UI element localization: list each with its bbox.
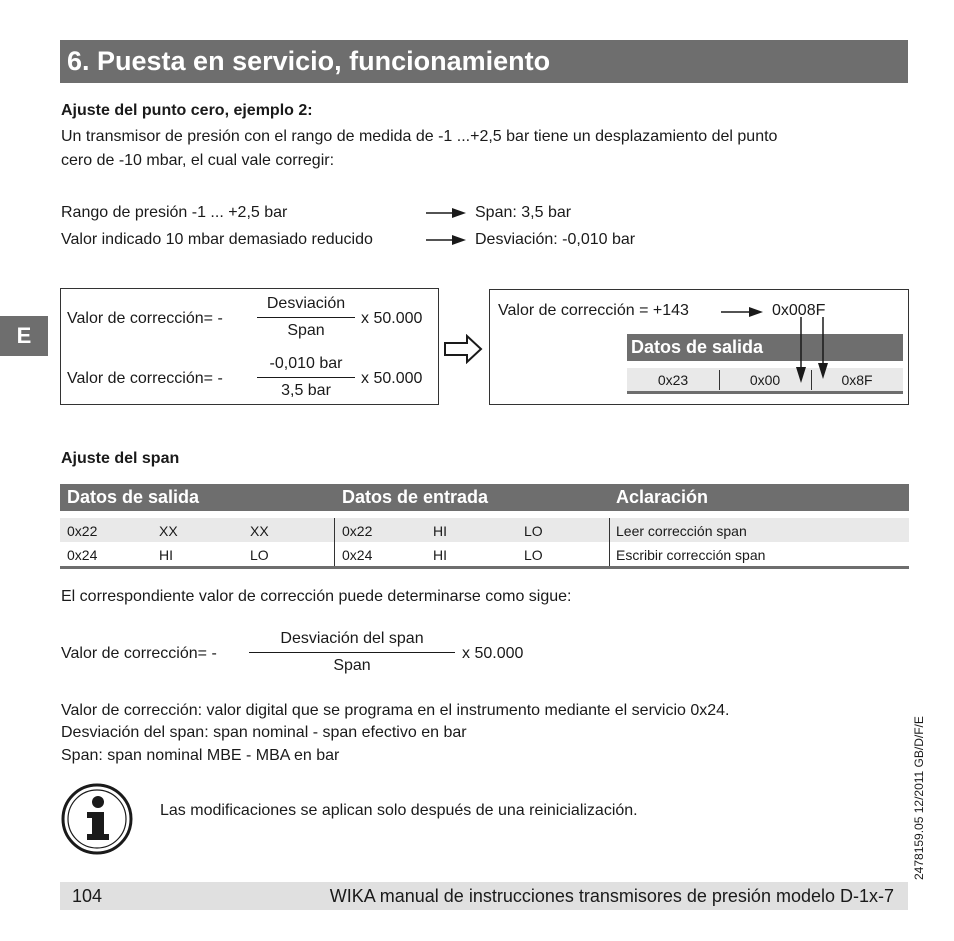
span-table-header bbox=[60, 484, 909, 511]
arrow-right-icon bbox=[426, 206, 466, 220]
formula1-fraction bbox=[257, 294, 355, 341]
output-data-header: Datos de salida bbox=[627, 334, 903, 361]
formula2-multiplier: x 50.000 bbox=[361, 370, 423, 387]
span-formula-denominator: Span bbox=[333, 657, 371, 674]
table-cell: 0x24 bbox=[67, 547, 98, 563]
table-cell: LO bbox=[524, 547, 543, 563]
hollow-arrow-icon bbox=[443, 334, 483, 364]
table-cell: LO bbox=[524, 523, 543, 539]
table-cell: HI bbox=[433, 523, 447, 539]
correction-value-text: Valor de corrección = +143 bbox=[498, 302, 689, 319]
header-output: Datos de salida bbox=[67, 487, 200, 507]
language-tab: E bbox=[0, 316, 48, 356]
table-row bbox=[60, 518, 909, 542]
formula1-numerator: Desviación bbox=[266, 295, 346, 312]
section-title: 6. Puesta en servicio, funcionamiento bbox=[60, 40, 908, 83]
indicated-value-text: Valor indicado 10 mbar demasiado reducido bbox=[61, 231, 373, 248]
definition-span: Span: span nominal MBE - MBA en bar bbox=[61, 747, 340, 764]
note-text: Las modificaciones se aplican solo después de una reinicialización. bbox=[160, 802, 638, 819]
output-data-row bbox=[627, 368, 903, 394]
formula1-denominator: Span bbox=[287, 322, 325, 339]
zero-example-heading: Ajuste del punto cero, ejemplo 2: bbox=[61, 102, 313, 119]
pressure-range-text: Rango de presión -1 ... +2,5 bar bbox=[61, 204, 288, 221]
table-cell: 0x22 bbox=[342, 523, 373, 539]
table-cell: Leer corrección span bbox=[616, 523, 747, 539]
table-row bbox=[60, 542, 909, 569]
header-explanation: Aclaración bbox=[616, 487, 709, 507]
output-cell: 0x8F bbox=[841, 372, 873, 388]
hex-value-text: 0x008F bbox=[772, 302, 826, 319]
fraction-line bbox=[249, 652, 455, 653]
correction-result-box bbox=[489, 289, 909, 405]
span-formula-numerator: Desviación del span bbox=[280, 630, 424, 647]
table-cell: Escribir corrección span bbox=[616, 547, 766, 563]
table-cell: HI bbox=[159, 547, 173, 563]
output-cell: 0x23 bbox=[657, 372, 689, 388]
correction-formula-box bbox=[60, 288, 439, 405]
span-formula-label: Valor de corrección= - bbox=[61, 645, 217, 662]
formula2-label: Valor de corrección= - bbox=[67, 370, 223, 387]
definition-span-deviation: Desviación del span: span nominal - span efectivo en bar bbox=[61, 724, 467, 741]
arrow-right-icon bbox=[721, 305, 763, 319]
fraction-line bbox=[257, 377, 355, 378]
header-input: Datos de entrada bbox=[342, 487, 489, 507]
footer-bar bbox=[60, 882, 908, 910]
formula2-denominator: 3,5 bar bbox=[281, 382, 331, 399]
span-formula-multiplier: x 50.000 bbox=[462, 645, 524, 662]
table-cell: 0x24 bbox=[342, 547, 373, 563]
down-arrows-icon bbox=[793, 317, 833, 387]
table-cell: XX bbox=[159, 523, 178, 539]
formula2-fraction bbox=[257, 354, 355, 401]
formula2-numerator: -0,010 bar bbox=[269, 355, 343, 372]
footer-title: WIKA manual de instrucciones transmisores de presión modelo D-1x-7 bbox=[329, 886, 894, 906]
deviation-value-text: Desviación: -0,010 bar bbox=[475, 231, 636, 248]
column-divider bbox=[609, 518, 610, 566]
zero-example-paragraph-line2: cero de -10 mbar, el cual vale corregir: bbox=[61, 152, 335, 169]
span-value-text: Span: 3,5 bar bbox=[475, 204, 572, 221]
zero-example-paragraph-line1: Un transmisor de presión con el rango de medida de -1 ...+2,5 bar tiene un desplazamiento del punto bbox=[61, 128, 778, 145]
arrow-right-icon bbox=[426, 233, 466, 247]
document-code: 2478159.05 12/2011 GB/D/F/E bbox=[912, 716, 926, 880]
span-formula-fraction bbox=[249, 629, 455, 676]
formula1-multiplier: x 50.000 bbox=[361, 310, 423, 327]
page-number: 104 bbox=[72, 886, 103, 906]
table-cell: 0x22 bbox=[67, 523, 98, 539]
definition-correction: Valor de corrección: valor digital que se programa en el instrumento mediante el servicio 0x24. bbox=[61, 702, 730, 719]
formula1-label: Valor de corrección= - bbox=[67, 310, 223, 327]
span-intro-text: El correspondiente valor de corrección puede determinarse como sigue: bbox=[61, 588, 572, 605]
table-cell: XX bbox=[250, 523, 269, 539]
table-cell: HI bbox=[433, 547, 447, 563]
column-divider bbox=[334, 518, 335, 566]
output-cell: 0x00 bbox=[749, 372, 781, 388]
span-heading: Ajuste del span bbox=[61, 450, 180, 467]
table-cell: LO bbox=[250, 547, 269, 563]
info-icon bbox=[60, 782, 134, 856]
fraction-line bbox=[257, 317, 355, 318]
